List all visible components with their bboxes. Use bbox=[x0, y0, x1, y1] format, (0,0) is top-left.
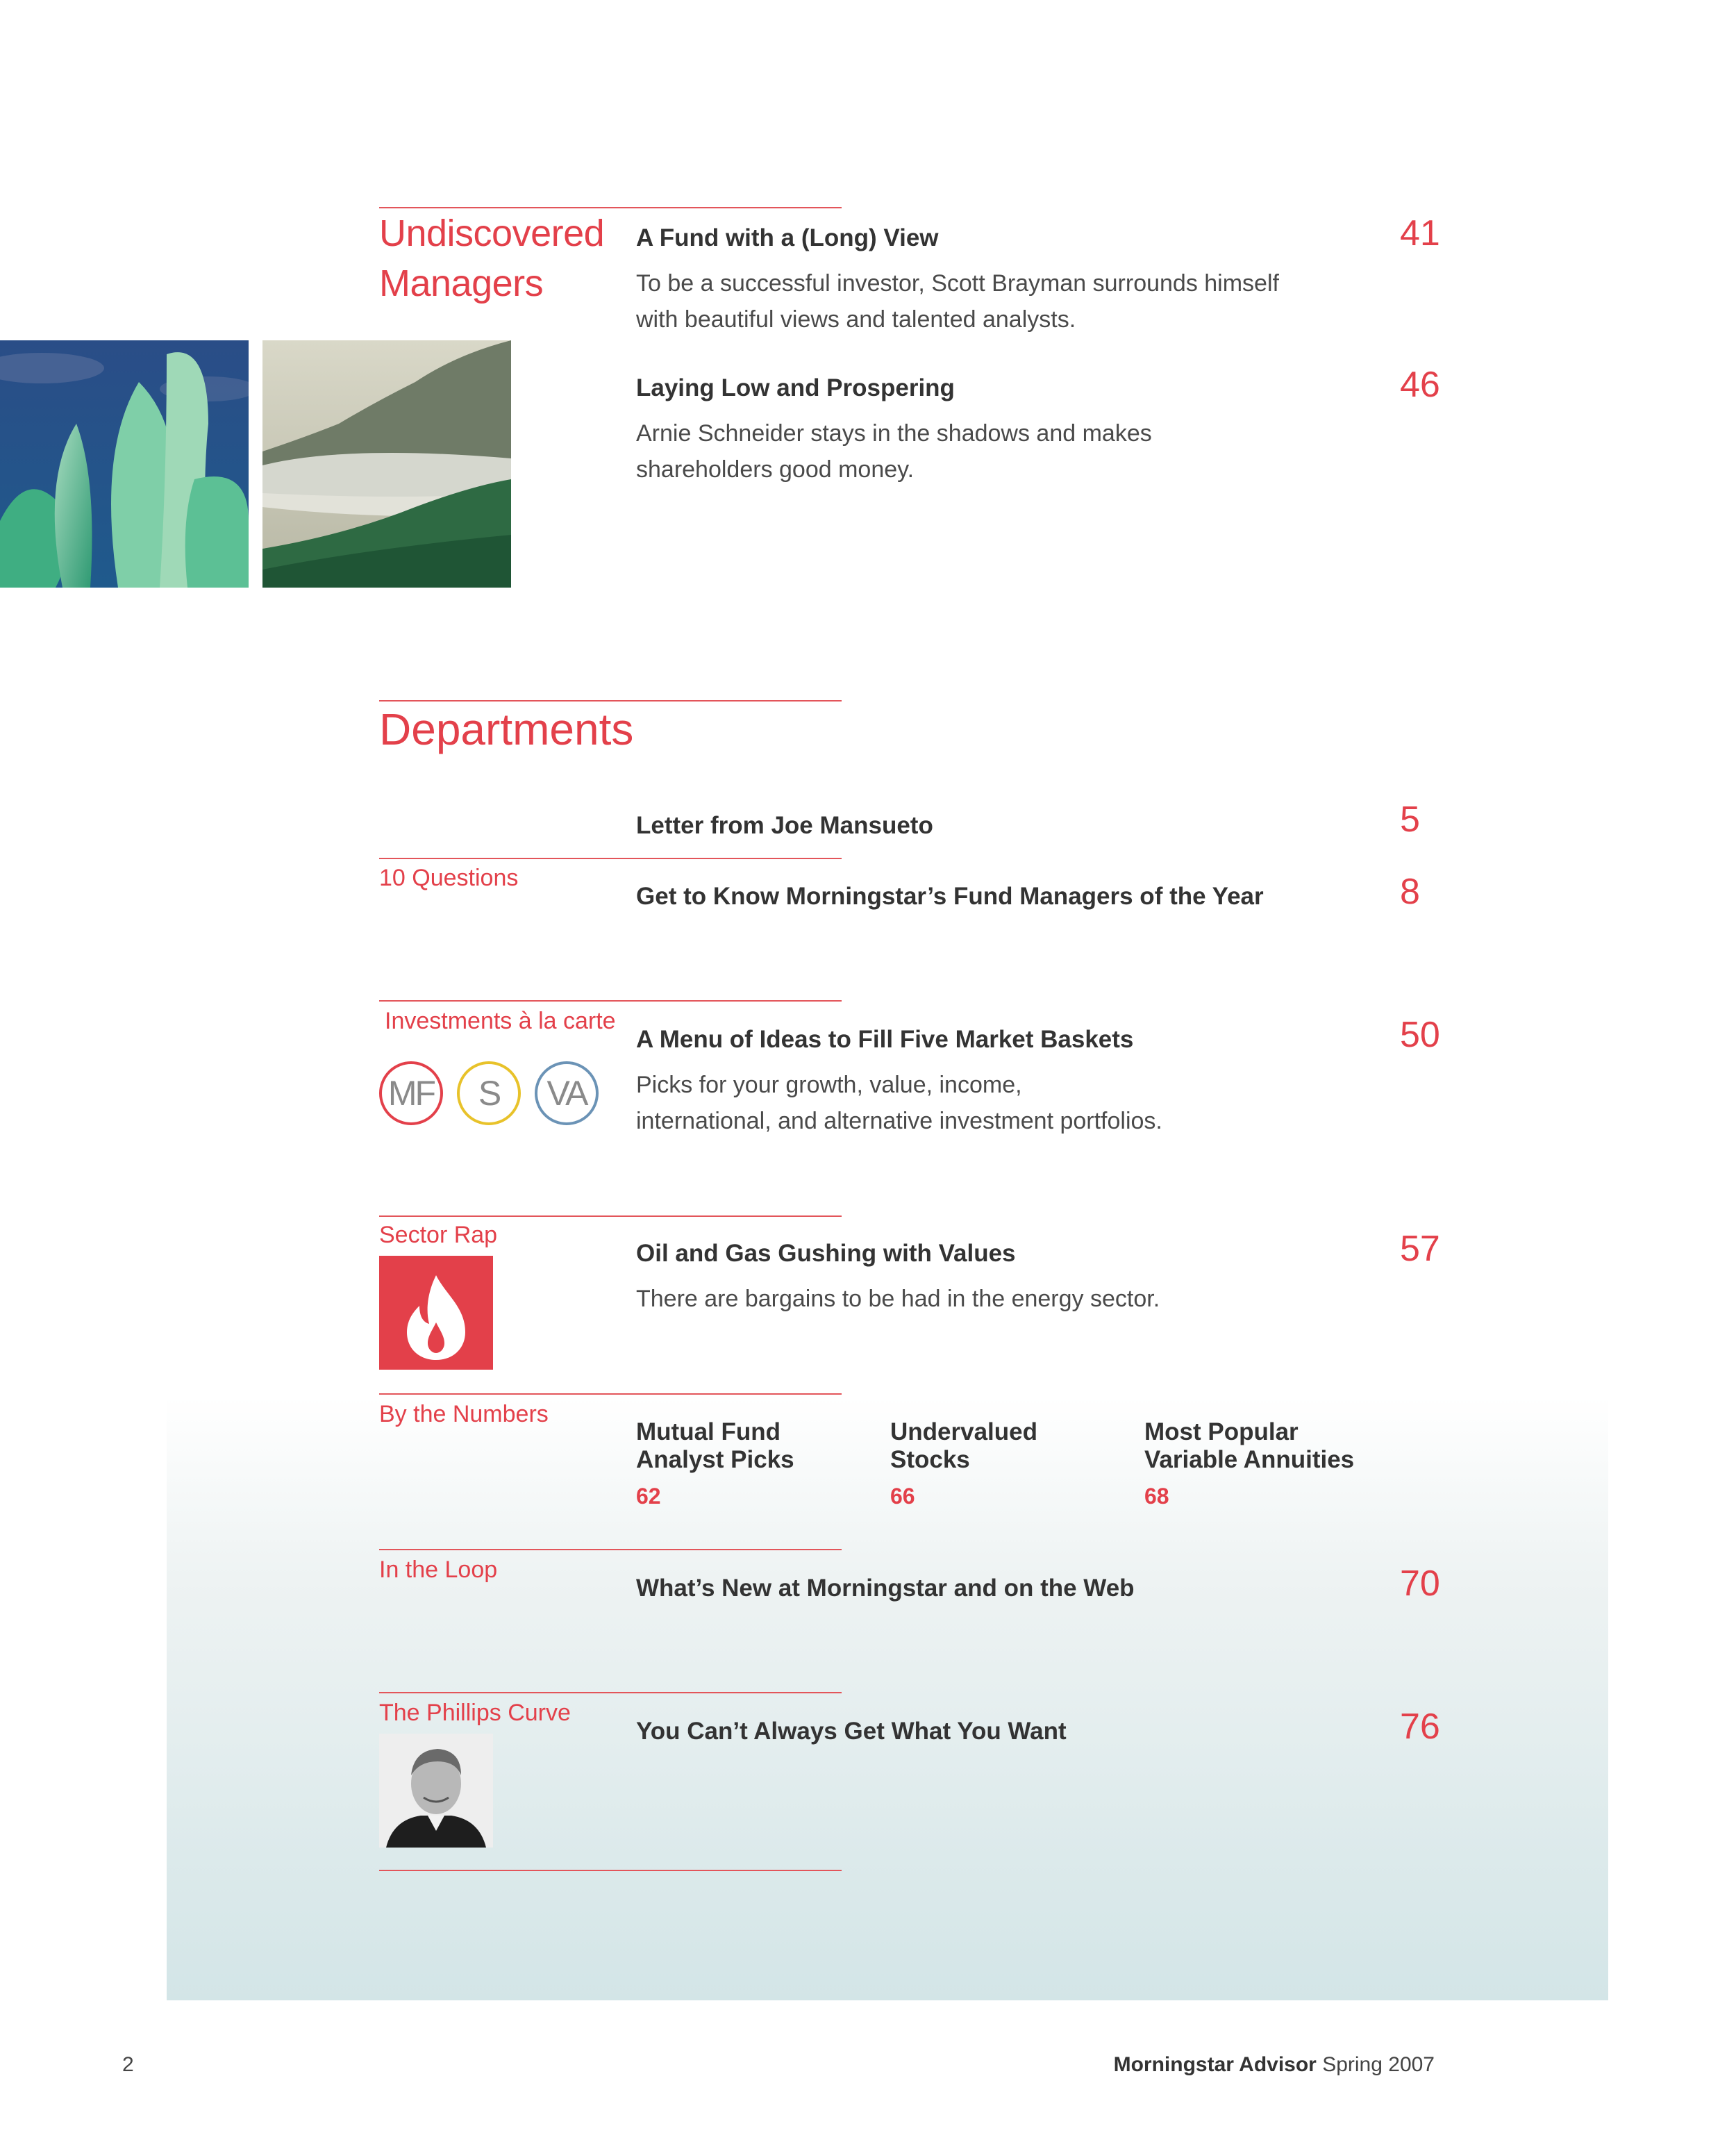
numbers-column[interactable]: Undervalued Stocks 66 bbox=[890, 1418, 1037, 1509]
page-number[interactable]: 50 bbox=[1400, 1015, 1440, 1055]
page-number[interactable]: 46 bbox=[1400, 365, 1440, 405]
dept-label-phillips-curve: The Phillips Curve bbox=[379, 1700, 571, 1726]
article-description: To be a successful investor, Scott Brayman surrounds himself with beautiful views and talented analysts. bbox=[636, 270, 1279, 333]
section-rule bbox=[379, 1393, 842, 1395]
section-rule bbox=[379, 1000, 842, 1002]
section-label-undiscovered: Undiscovered Managers bbox=[379, 213, 605, 304]
article-headline[interactable]: A Fund with a (Long) View bbox=[636, 224, 939, 251]
dept-label-in-the-loop: In the Loop bbox=[379, 1557, 498, 1583]
page-number[interactable]: 70 bbox=[1400, 1563, 1440, 1604]
page-number[interactable]: 5 bbox=[1400, 799, 1420, 840]
mf-icon: MF bbox=[379, 1061, 443, 1125]
article-headline[interactable]: Oil and Gas Gushing with Values bbox=[636, 1240, 1016, 1267]
article-headline[interactable]: A Menu of Ideas to Fill Five Market Baskets bbox=[636, 1026, 1134, 1053]
section-rule bbox=[379, 858, 842, 859]
article-headline[interactable]: Laying Low and Prospering bbox=[636, 374, 955, 401]
footer-page-number: 2 bbox=[122, 2053, 134, 2076]
flame-icon bbox=[379, 1256, 493, 1370]
page-number[interactable]: 8 bbox=[1400, 872, 1420, 912]
article-headline[interactable]: Letter from Joe Mansueto bbox=[636, 812, 933, 839]
numbers-column[interactable]: Mutual Fund Analyst Picks 62 bbox=[636, 1418, 794, 1509]
s-icon: S bbox=[457, 1061, 521, 1125]
section-rule bbox=[379, 1215, 842, 1217]
article-headline[interactable]: What’s New at Morningstar and on the Web bbox=[636, 1575, 1135, 1602]
footer-publication: Morningstar Advisor Spring 2007 bbox=[1113, 2053, 1435, 2076]
dept-label-sector-rap: Sector Rap bbox=[379, 1222, 498, 1248]
numbers-column[interactable]: Most Popular Variable Annuities 68 bbox=[1144, 1418, 1355, 1509]
section-rule bbox=[379, 1870, 842, 1871]
article-description: There are bargains to be had in the energy sector. bbox=[636, 1286, 1160, 1312]
page-number[interactable]: 62 bbox=[636, 1484, 661, 1509]
dept-label-by-the-numbers: By the Numbers bbox=[379, 1401, 549, 1427]
page-number[interactable]: 41 bbox=[1400, 213, 1440, 254]
article-headline[interactable]: You Can’t Always Get What You Want bbox=[636, 1718, 1067, 1745]
page-number[interactable]: 66 bbox=[890, 1484, 915, 1509]
leaves-illustration bbox=[0, 340, 249, 588]
mountain-illustration bbox=[262, 340, 511, 588]
article-headline[interactable]: Get to Know Morningstar’s Fund Managers of the Year bbox=[636, 883, 1264, 910]
va-icon: VA bbox=[535, 1061, 599, 1125]
departments-title: Departments bbox=[379, 704, 634, 754]
section-rule bbox=[379, 1549, 842, 1550]
author-photo bbox=[379, 1734, 493, 1848]
page-number[interactable]: 57 bbox=[1400, 1229, 1440, 1269]
article-description: Arnie Schneider stays in the shadows and makes shareholders good money. bbox=[636, 420, 1152, 483]
dept-label-10-questions: 10 Questions bbox=[379, 865, 519, 891]
dept-label-investments: Investments à la carte bbox=[385, 1008, 616, 1034]
page-number[interactable]: 76 bbox=[1400, 1707, 1440, 1747]
article-description: Picks for your growth, value, income, international, and alternative investment portfolios. bbox=[636, 1072, 1162, 1134]
page-number[interactable]: 68 bbox=[1144, 1484, 1169, 1509]
background-gradient bbox=[167, 1396, 1608, 2000]
section-rule bbox=[379, 1692, 842, 1693]
